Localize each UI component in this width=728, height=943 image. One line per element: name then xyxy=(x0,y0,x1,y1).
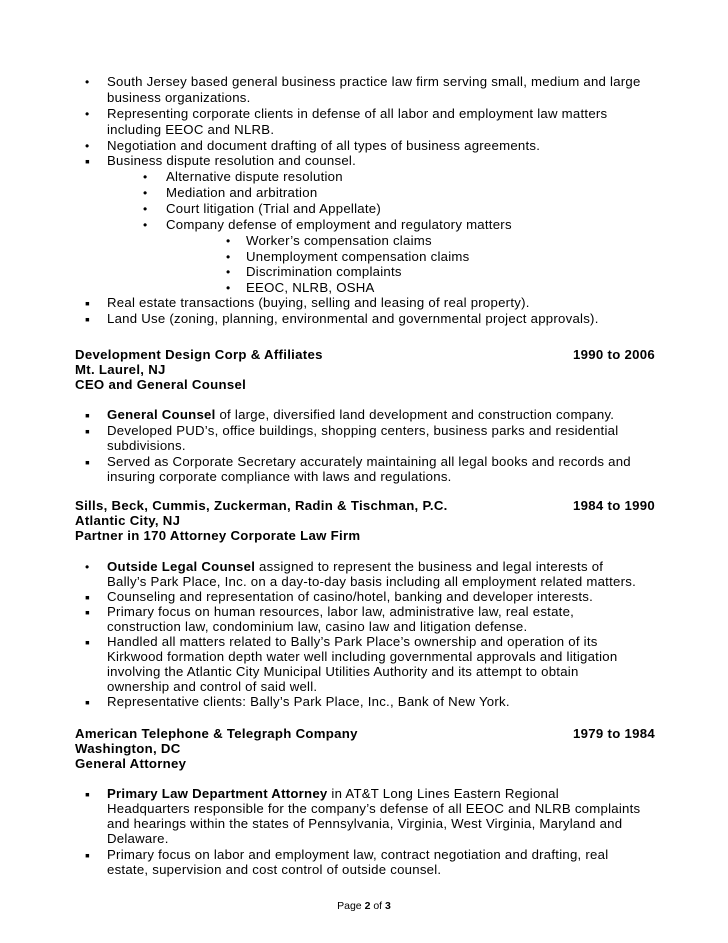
list-item-continued: including EEOC and NLRB. xyxy=(107,122,275,137)
list-item-continued: business organizations. xyxy=(107,90,251,105)
bullet-icon xyxy=(226,264,230,280)
square-bullet-icon xyxy=(85,295,90,311)
page-number: 2 xyxy=(364,900,371,912)
bullet-icon xyxy=(143,185,147,201)
list-item-continued: Delaware. xyxy=(107,831,169,846)
list-item: Company defense of employment and regulatory matters xyxy=(166,217,512,232)
list-item: Court litigation (Trial and Appellate) xyxy=(166,201,381,216)
list-item: Land Use (zoning, planning, environmental and governmental project approvals). xyxy=(107,311,599,326)
list-item: EEOC, NLRB, OSHA xyxy=(246,280,375,295)
bullet-icon xyxy=(85,559,89,575)
bold-lead: General Counsel xyxy=(107,407,216,422)
list-item: South Jersey based general business practice law firm serving small, medium and large xyxy=(107,74,641,89)
bullet-icon xyxy=(226,249,230,265)
job-dates: 1990 to 2006 xyxy=(573,347,656,362)
list-item: Developed PUD’s, office buildings, shopping centers, business parks and residential xyxy=(107,423,619,438)
company-name: American Telephone & Telegraph Company xyxy=(75,726,358,741)
page-label: Page xyxy=(337,900,362,912)
job-dates: 1979 to 1984 xyxy=(573,726,656,741)
list-item: Handled all matters related to Bally’s Park Place’s ownership and operation of its xyxy=(107,634,598,649)
square-bullet-icon xyxy=(85,634,90,650)
square-bullet-icon xyxy=(85,311,90,327)
list-item-text: in AT&T Long Lines Eastern Regional xyxy=(327,786,559,801)
bullet-icon xyxy=(85,106,89,122)
list-item: Counseling and representation of casino/hotel, banking and developer interests. xyxy=(107,589,594,604)
square-bullet-icon xyxy=(85,153,90,169)
list-item-continued: subdivisions. xyxy=(107,438,186,453)
square-bullet-icon xyxy=(85,694,90,710)
list-item-continued: Bally’s Park Place, Inc. on a day-to-day basis including all employment related matters. xyxy=(107,574,636,589)
bullet-icon xyxy=(226,280,230,296)
square-bullet-icon xyxy=(85,589,90,605)
list-item: Real estate transactions (buying, selling and leasing of real property). xyxy=(107,295,530,310)
bold-lead: Primary Law Department Attorney xyxy=(107,786,328,801)
list-item: Business dispute resolution and counsel. xyxy=(107,153,356,168)
bold-lead: Outside Legal Counsel xyxy=(107,559,256,574)
list-item-continued: Kirkwood formation depth water well including governmental approvals and litigation xyxy=(107,649,618,664)
list-item-continued: insuring corporate compliance with laws and regulations. xyxy=(107,469,452,484)
bullet-icon xyxy=(143,169,147,185)
square-bullet-icon xyxy=(85,407,90,423)
square-bullet-icon xyxy=(85,847,90,863)
list-item: Worker’s compensation claims xyxy=(246,233,432,248)
list-item: Unemployment compensation claims xyxy=(246,249,470,264)
job-location: Washington, DC xyxy=(75,741,181,756)
bullet-icon xyxy=(85,138,89,154)
list-item-text: of large, diversified land development and construction company. xyxy=(215,407,615,422)
list-item: Representing corporate clients in defense of all labor and employment law matters xyxy=(107,106,608,121)
job-location: Mt. Laurel, NJ xyxy=(75,362,166,377)
job-location: Atlantic City, NJ xyxy=(75,513,181,528)
company-name: Development Design Corp & Affiliates xyxy=(75,347,323,362)
list-item: Primary focus on human resources, labor law, administrative law, real estate, xyxy=(107,604,575,619)
job-dates: 1984 to 1990 xyxy=(573,498,656,513)
list-item-continued: Headquarters responsible for the company’s defense of all EEOC and NLRB complaints xyxy=(107,801,641,816)
list-item xyxy=(107,559,603,575)
list-item xyxy=(107,786,559,802)
job-title: CEO and General Counsel xyxy=(75,377,247,392)
list-item-continued: construction law, condominium law, casino law and litigation defense. xyxy=(107,619,528,634)
list-item-continued: estate, supervision and cost control of outside counsel. xyxy=(107,862,442,877)
square-bullet-icon xyxy=(85,454,90,470)
bullet-icon xyxy=(226,233,230,249)
list-item: Served as Corporate Secretary accurately maintaining all legal books and records and xyxy=(107,454,631,469)
bullet-icon xyxy=(143,201,147,217)
of-label: of xyxy=(373,900,383,912)
list-item xyxy=(107,407,614,423)
list-item: Primary focus on labor and employment law, contract negotiation and drafting, real xyxy=(107,847,609,862)
list-item-continued: ownership and control of said well. xyxy=(107,679,318,694)
square-bullet-icon xyxy=(85,604,90,620)
job-title: Partner in 170 Attorney Corporate Law Firm xyxy=(75,528,361,543)
company-name: Sills, Beck, Cummis, Zuckerman, Radin & Tischman, P.C. xyxy=(75,498,448,513)
bullet-icon xyxy=(85,74,89,90)
list-item: Mediation and arbitration xyxy=(166,185,318,200)
job-title: General Attorney xyxy=(75,756,187,771)
list-item-continued: involving the Atlantic City Municipal Utilities Authority and its attempt to obtain xyxy=(107,664,579,679)
list-item: Discrimination complaints xyxy=(246,264,402,279)
square-bullet-icon xyxy=(85,423,90,439)
page-footer xyxy=(0,899,728,913)
list-item: Negotiation and document drafting of all types of business agreements. xyxy=(107,138,541,153)
list-item: Representative clients: Bally’s Park Place, Inc., Bank of New York. xyxy=(107,694,510,709)
list-item-continued: and hearings within the states of Pennsylvania, Virginia, West Virginia, Maryland and xyxy=(107,816,623,831)
list-item-text: assigned to represent the business and legal interests of xyxy=(255,559,604,574)
list-item: Alternative dispute resolution xyxy=(166,169,343,184)
square-bullet-icon xyxy=(85,786,90,802)
total-pages: 3 xyxy=(385,900,391,912)
bullet-icon xyxy=(143,217,147,233)
